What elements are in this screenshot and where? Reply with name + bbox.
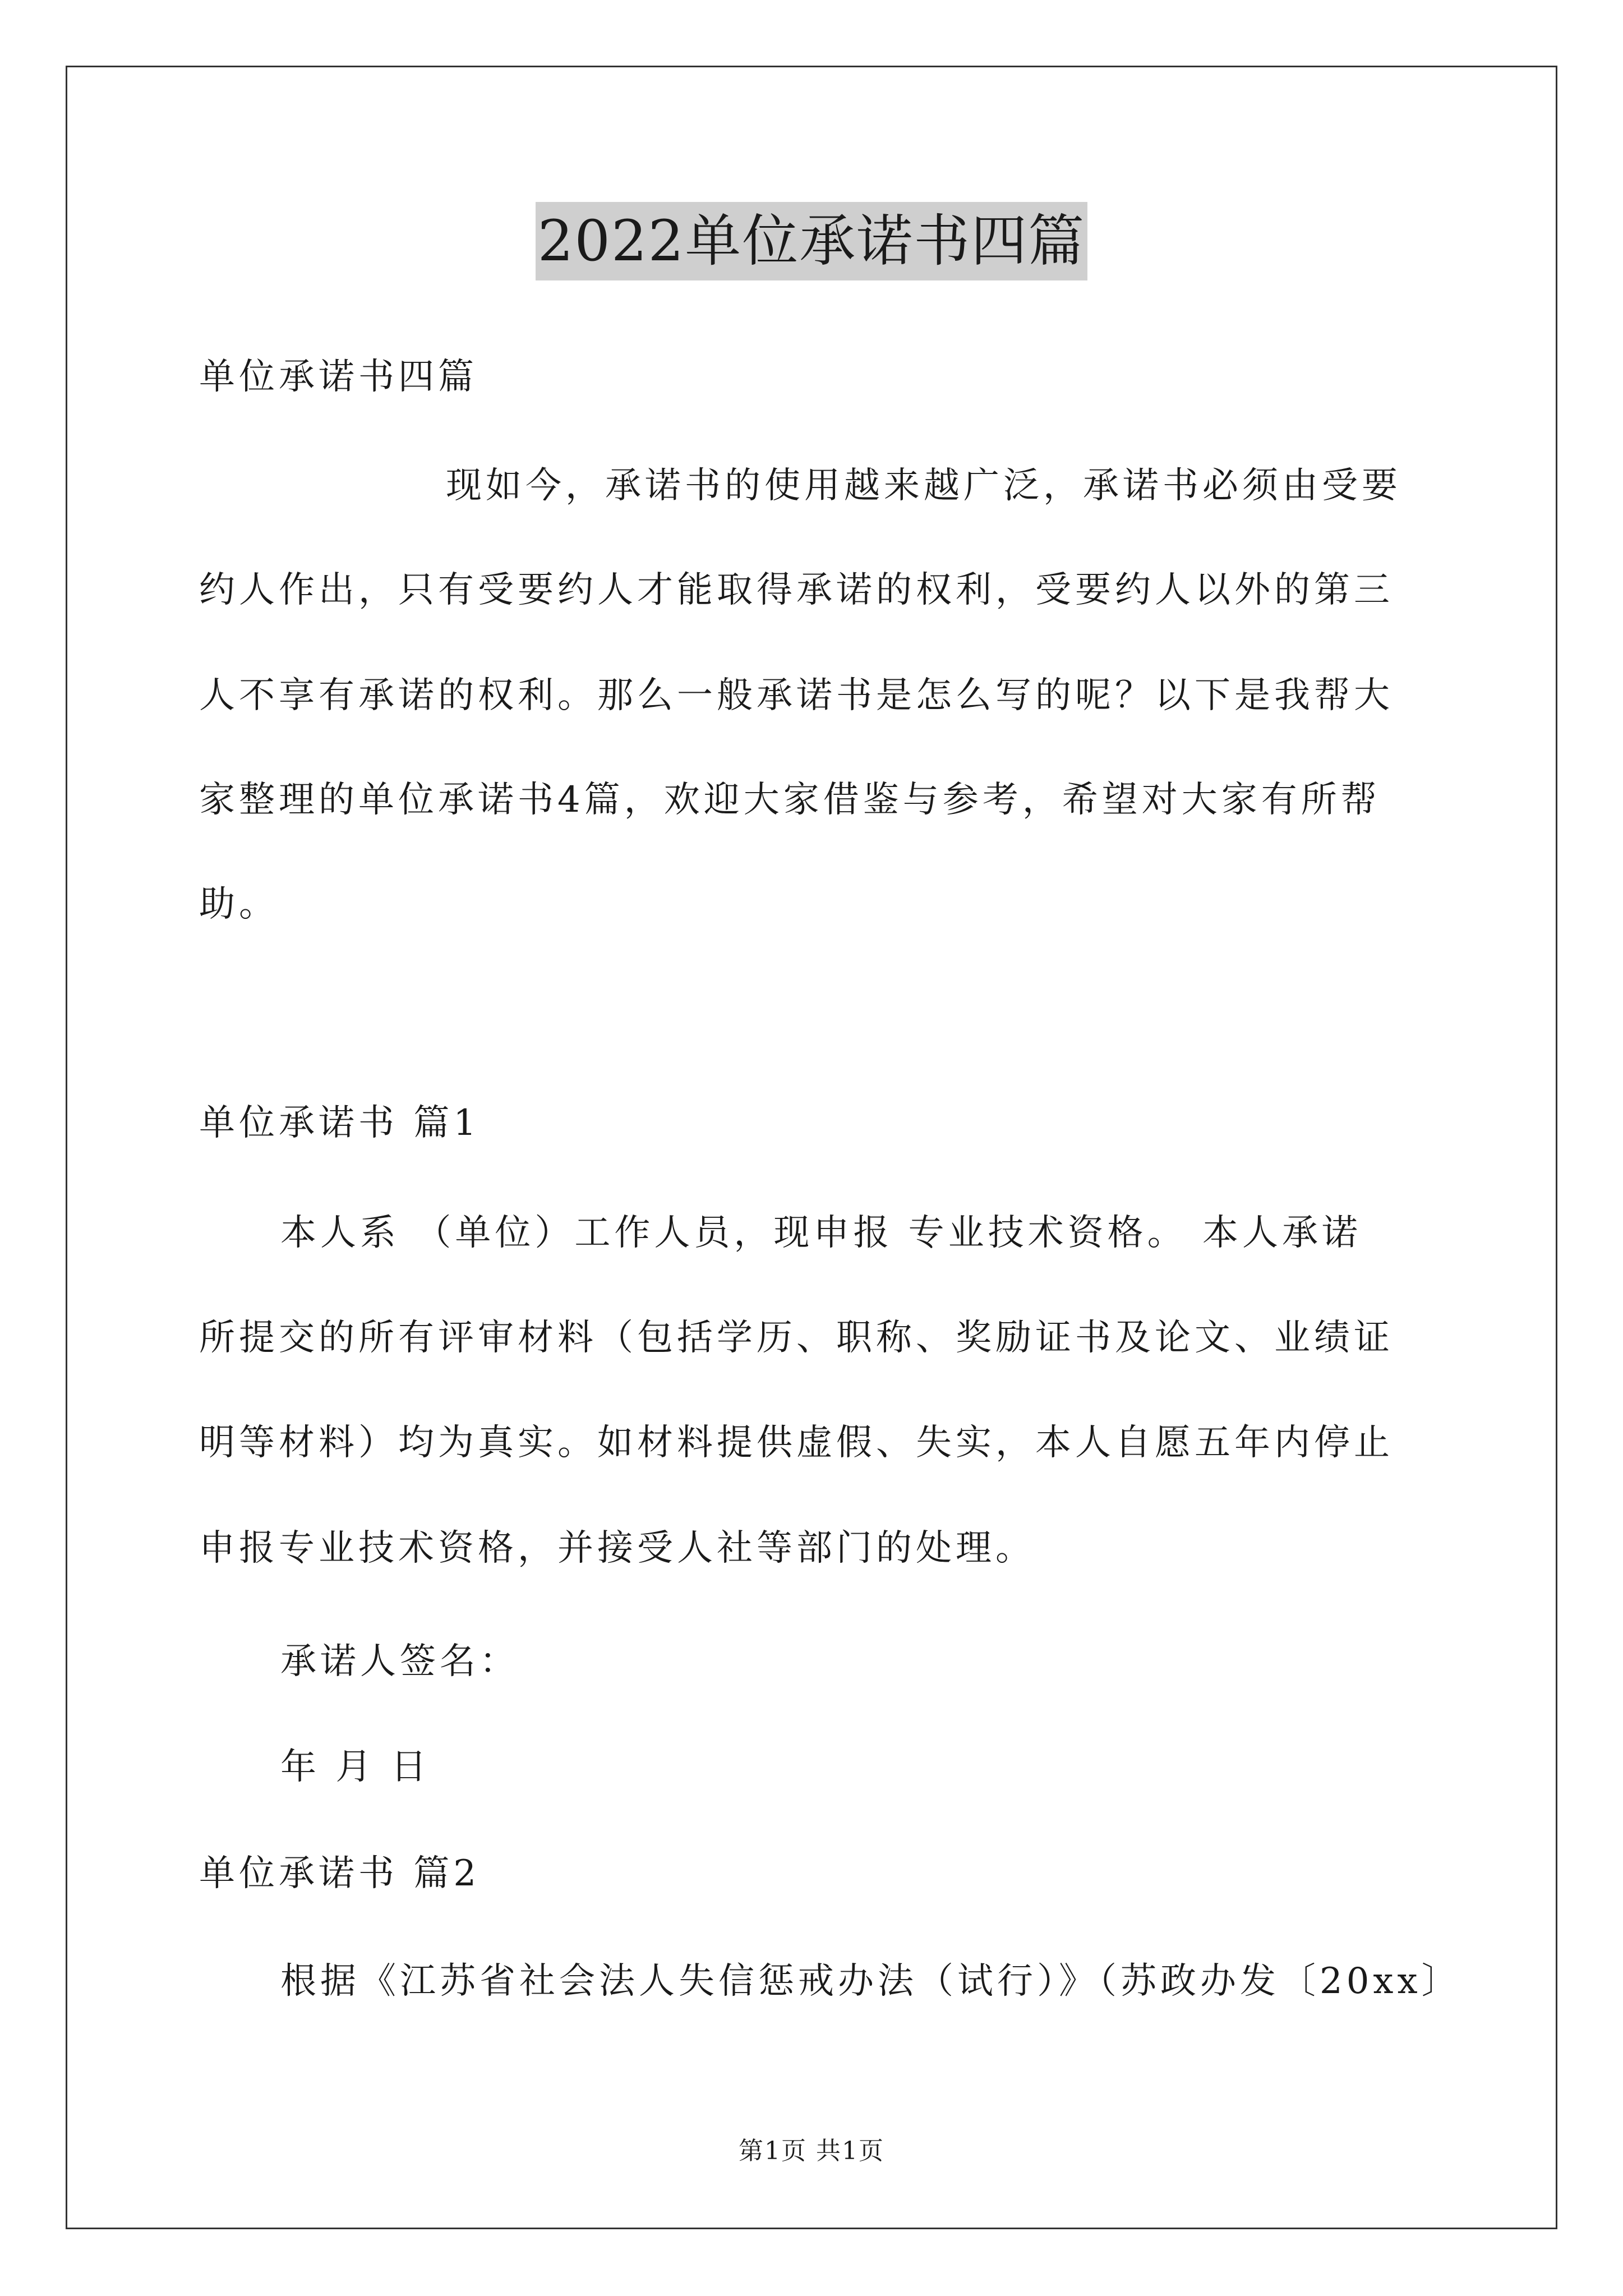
body-line: 明等材料）均为真实。如材料提供虚假、失实，本人自愿五年内停止 <box>199 1422 1394 1464</box>
signature-line: 承诺人签名： <box>280 1641 519 1682</box>
section-heading: 单位承诺书 篇2 <box>199 1853 481 1894</box>
body-line: 根据《江苏省社会法人失信惩戒办法（试行）》（苏政办发〔20xx〕 <box>280 1961 1461 2002</box>
intro-line: 现如今，承诺书的使用越来越广泛，承诺书必须由受要 <box>446 465 1401 507</box>
title-container <box>0 202 1623 280</box>
body-line: 本人系 （单位）工作人员，现申报 专业技术资格。 本人承诺 <box>280 1212 1362 1254</box>
date-line: 年 月 日 <box>280 1746 431 1788</box>
document-subtitle: 单位承诺书四篇 <box>199 356 478 398</box>
intro-line: 人不享有承诺的权利。那么一般承诺书是怎么写的呢？以下是我帮大 <box>199 675 1394 716</box>
body-line: 申报专业技术资格，并接受人社等部门的处理。 <box>199 1527 1035 1569</box>
intro-line: 助。 <box>199 884 279 925</box>
page-footer: 第1页 共1页 <box>739 2137 884 2165</box>
intro-line: 约人作出，只有受要约人才能取得承诺的权利，受要约人以外的第三 <box>199 569 1394 611</box>
body-line: 所提交的所有评审材料（包括学历、职称、奖励证书及论文、业绩证 <box>199 1317 1394 1359</box>
section-heading: 单位承诺书 篇1 <box>199 1102 481 1144</box>
document-title: 2022单位承诺书四篇 <box>536 202 1088 280</box>
intro-line: 家整理的单位承诺书4篇，欢迎大家借鉴与参考，希望对大家有所帮 <box>199 779 1381 821</box>
